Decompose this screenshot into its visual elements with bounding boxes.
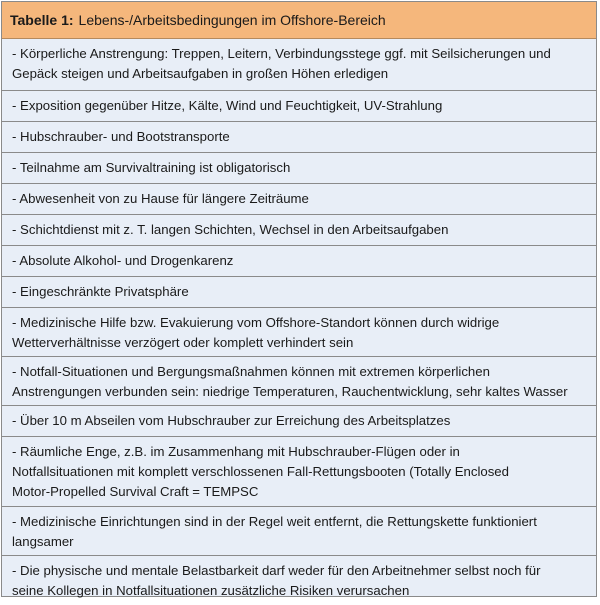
row-text-line: Notfallsituationen mit komplett verschlossenen Fall-Rettungsbooten (Totally Enclosed: [12, 464, 509, 479]
row-text-line: - Die physische und mentale Belastbarkeit darf weder für den Arbeitnehmer selbst noch für: [12, 563, 541, 578]
table-row: [2, 215, 596, 246]
row-text-line: seine Kollegen in Notfallsituationen zusätzliche Risiken verursachen: [12, 583, 410, 598]
conditions-table: [1, 1, 597, 597]
table-row: [2, 556, 596, 605]
table-row: [2, 406, 596, 437]
row-text-line: - Körperliche Anstrengung: Treppen, Leitern, Verbindungsstege ggf. mit Seilsicherungen und: [12, 46, 551, 61]
table-label: Tabelle 1:: [10, 12, 74, 28]
row-text-line: - Exposition gegenüber Hitze, Kälte, Wind und Feuchtigkeit, UV-Strahlung: [12, 98, 443, 113]
row-text-line: - Schichtdienst mit z. T. langen Schichten, Wechsel in den Arbeitsaufgaben: [12, 222, 449, 237]
row-text-line: Anstrengungen verbunden sein: niedrige Temperaturen, Rauchentwicklung, sehr kaltes Wasser: [12, 384, 568, 399]
table-title: Lebens-/Arbeitsbedingungen im Offshore-Bereich: [78, 12, 386, 28]
table-row: [2, 246, 596, 277]
table-row: [2, 357, 596, 406]
table-row: [2, 184, 596, 215]
table-row: [2, 507, 596, 556]
table-row: [2, 437, 596, 507]
row-text-line: - Teilnahme am Survivaltraining ist obligatorisch: [12, 160, 291, 175]
table-row: [2, 91, 596, 122]
row-text-line: - Hubschrauber- und Bootstransporte: [12, 129, 230, 144]
table-row: [2, 39, 596, 91]
table-row: [2, 153, 596, 184]
table-header: [2, 2, 596, 39]
row-text-line: - Medizinische Einrichtungen sind in der Regel weit entfernt, die Rettungskette funktioniert: [12, 514, 537, 529]
row-text-line: - Über 10 m Abseilen vom Hubschrauber zur Erreichung des Arbeitsplatzes: [12, 413, 451, 428]
row-text-line: langsamer: [12, 534, 74, 549]
row-text-line: - Absolute Alkohol- und Drogenkarenz: [12, 253, 234, 268]
row-text-line: Motor-Propelled Survival Craft = TEMPSC: [12, 484, 259, 499]
row-text-line: Wetterverhältnisse verzögert oder komplett verhindert sein: [12, 335, 354, 350]
table-rows: [2, 39, 596, 605]
row-text-line: - Räumliche Enge, z.B. im Zusammenhang mit Hubschrauber-Flügen oder in: [12, 444, 460, 459]
table-row: [2, 122, 596, 153]
row-text-line: - Abwesenheit von zu Hause für längere Zeiträume: [12, 191, 309, 206]
row-text-line: - Notfall-Situationen und Bergungsmaßnahmen können mit extremen körperlichen: [12, 364, 490, 379]
row-text-line: - Medizinische Hilfe bzw. Evakuierung vom Offshore-Standort können durch widrige: [12, 315, 500, 330]
table-row: [2, 308, 596, 357]
row-text-line: - Eingeschränkte Privatsphäre: [12, 284, 189, 299]
row-text-line: Gepäck steigen und Arbeitsaufgaben in großen Höhen erledigen: [12, 66, 389, 81]
table-row: [2, 277, 596, 308]
